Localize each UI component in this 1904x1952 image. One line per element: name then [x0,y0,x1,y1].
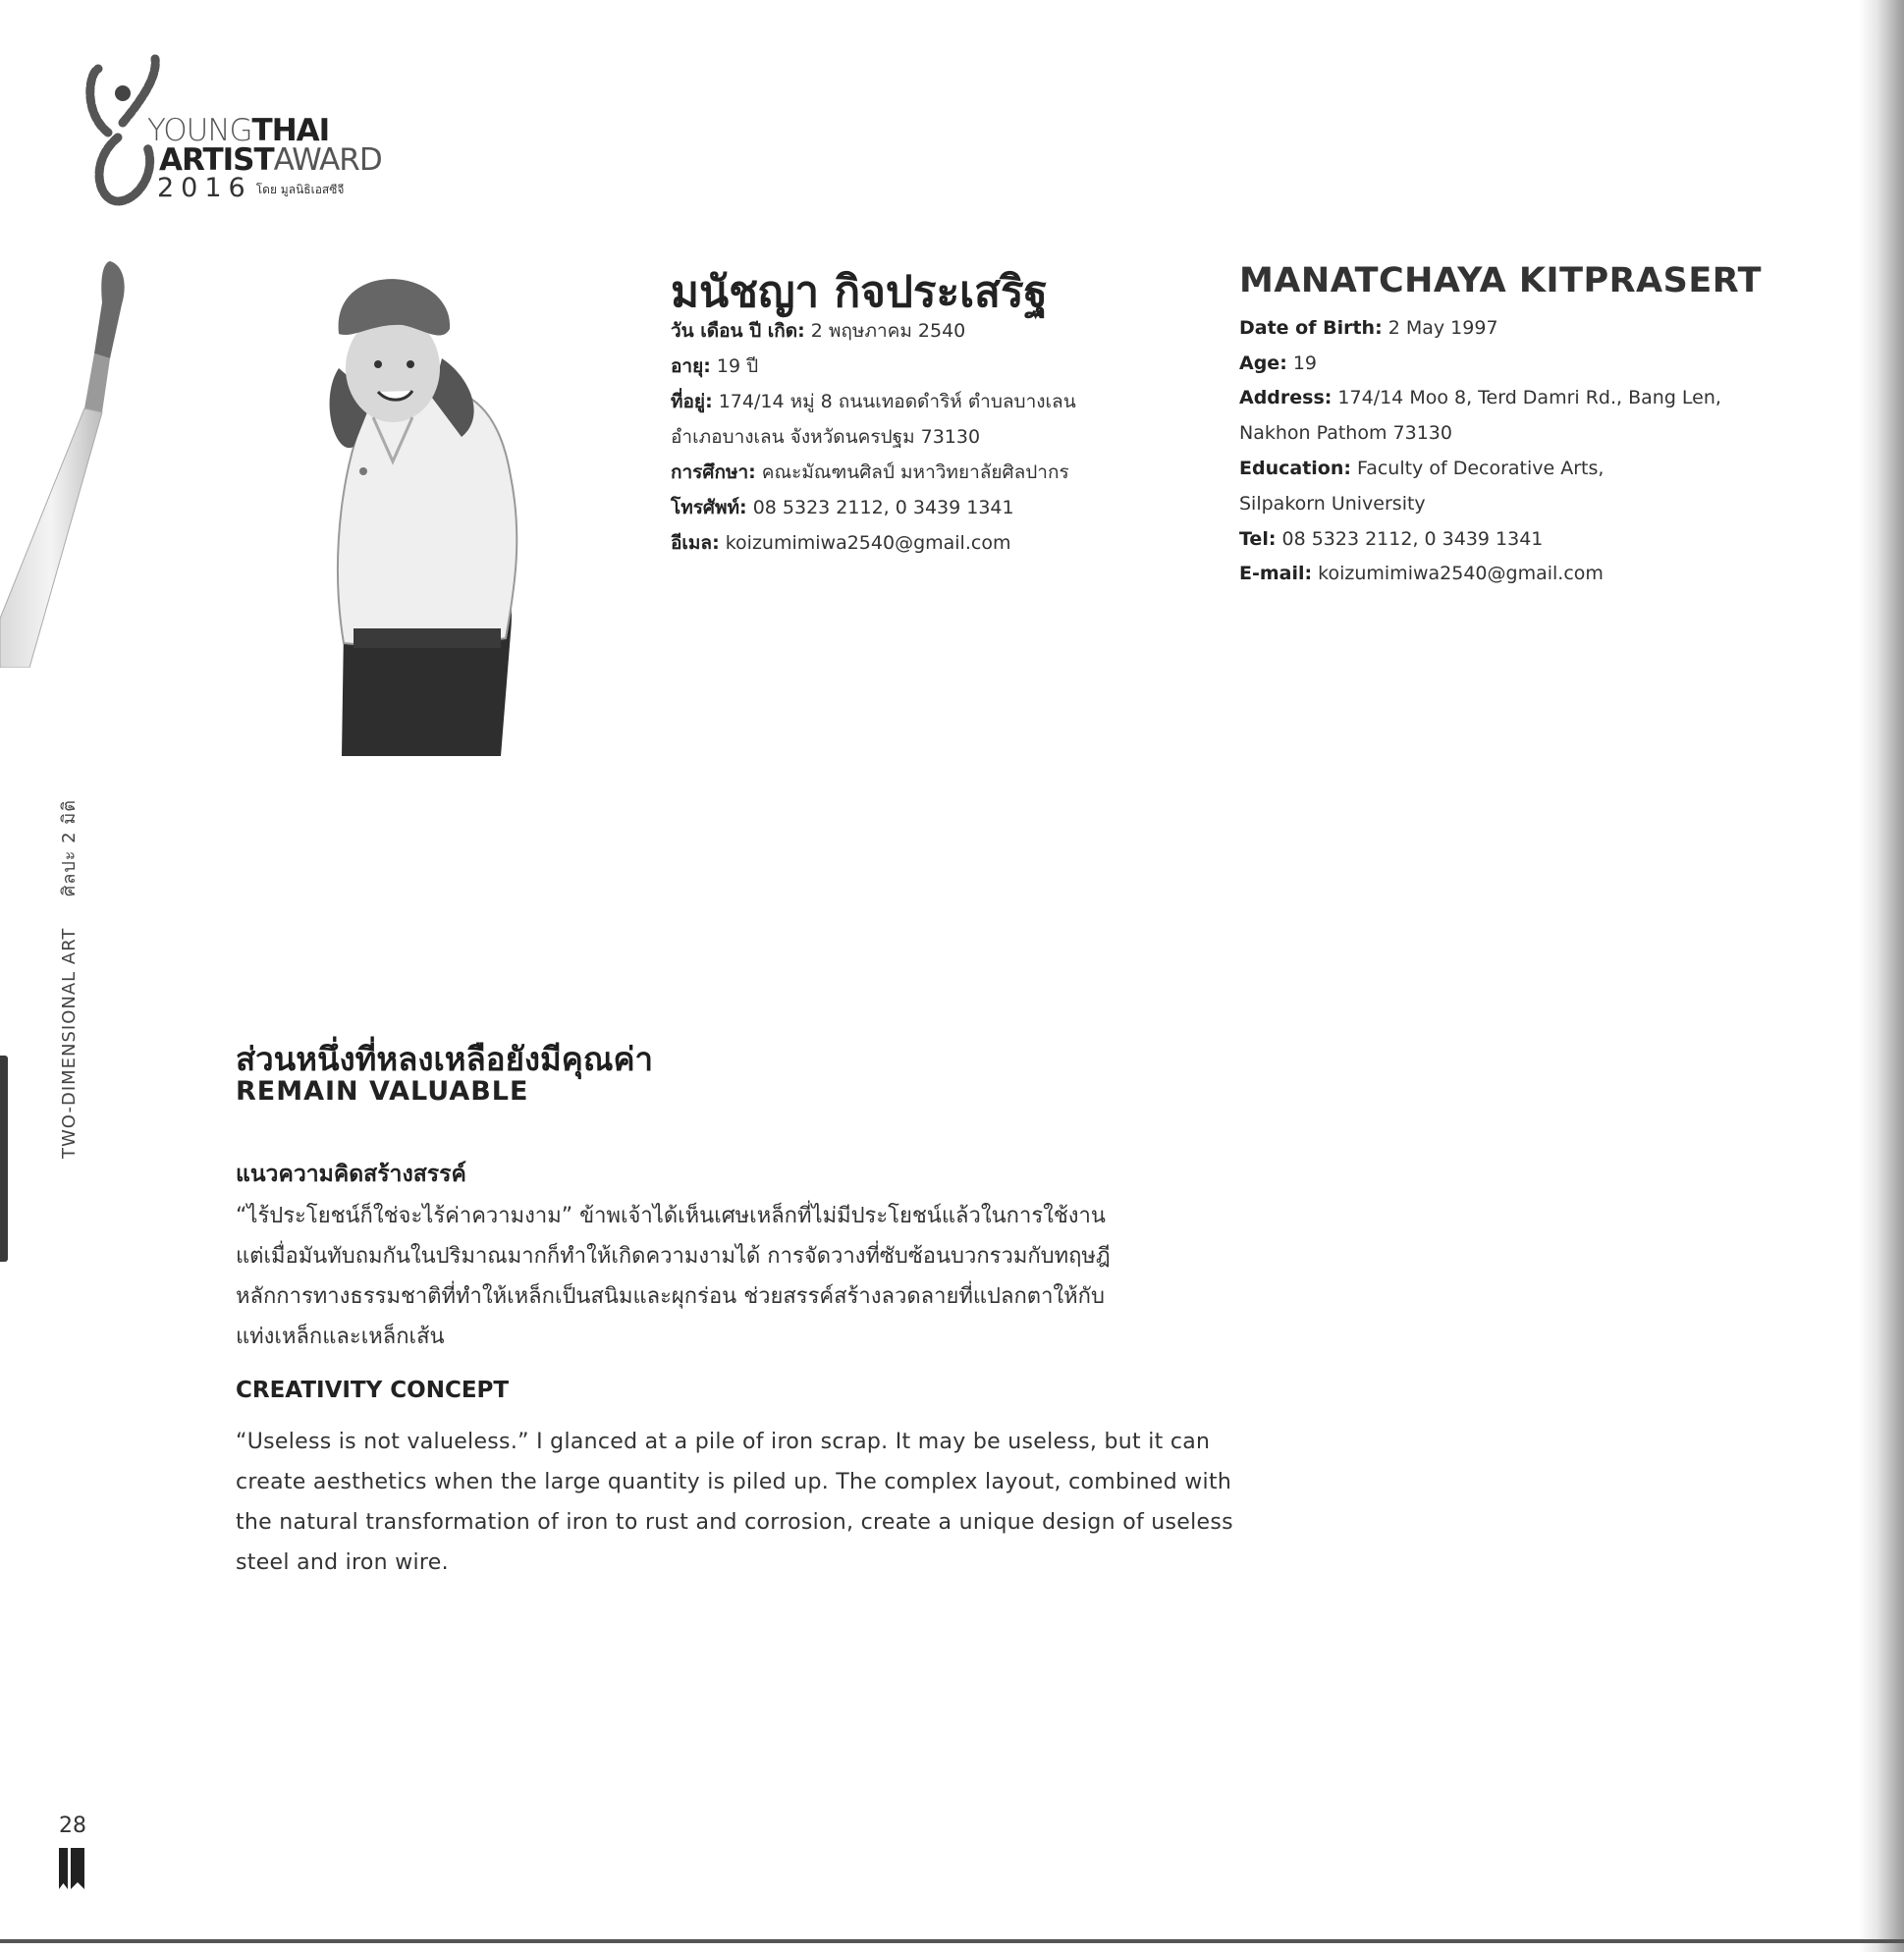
info-row-address-th [671,387,1076,416]
info-row-education-th [671,458,1069,487]
info-row-phone-en [1239,528,1543,550]
info-row-birth-th [671,316,965,346]
info-value: 174/14 หมู่ 8 ถนนเทอดดำริห์ ตำบลบางเลน [712,391,1076,412]
info-value: Faculty of Decorative Arts, [1350,458,1605,479]
info-row-phone-th [671,493,1014,522]
bookmark-icon [59,1848,84,1889]
concept-line: create aesthetics when the large quantity is piled up. The complex layout, combined with [236,1470,1232,1494]
info-row-address-th-cont [671,422,980,452]
side-tab-marker [0,1056,8,1262]
info-value: 174/14 Moo 8, Terd Damri Rd., Bang Len, [1332,387,1721,408]
page-edge-shadow [1859,0,1904,1952]
artist-name-english: MANATCHAYA KITPRASERT [1239,261,1763,300]
page-number: 28 [59,1814,86,1838]
info-label: Tel: [1239,528,1277,550]
info-label: Education: [1239,458,1351,479]
logo-artist: ARTIST [159,142,274,178]
concept-line: steel and iron wire. [236,1550,449,1575]
info-label: อายุ: [671,355,711,377]
info-row-email-en [1239,563,1604,584]
info-value: 19 ปี [710,355,759,377]
info-label: การศึกษา: [671,461,756,483]
concept-line: แต่เมื่อมันทับถมกันในปริมาณมากก็ทำให้เกิดความงามได้ การจัดวางที่ซับซ้อนบวกรวมกับทฤษฎี [236,1244,1111,1269]
logo-year: 2016 [157,173,252,203]
info-row-address-en-cont [1239,422,1452,444]
work-title-thai: ส่วนหนึ่งที่หลงเหลือยังมีคุณค่า [236,1040,654,1078]
bottom-edge-rule [0,1939,1904,1943]
info-row-address-en [1239,387,1721,408]
info-row-age-th [671,352,758,381]
info-value: koizumimiwa2540@gmail.com [719,532,1011,554]
concept-line: หลักการทางธรรมชาติที่ทำให้เหล็กเป็นสนิมและผุกร่อน ช่วยสรรค์สร้างลวดลายที่แปลกตาให้กับ [236,1284,1105,1309]
info-value: koizumimiwa2540@gmail.com [1312,563,1604,584]
info-label: Address: [1239,387,1333,408]
info-label: E-mail: [1239,563,1313,584]
logo-thai: THAI [251,113,330,148]
work-title-english: REMAIN VALUABLE [236,1076,529,1107]
category-english: TWO-DIMENSIONAL ART [59,927,80,1159]
concept-body-thai [236,1196,1243,1357]
info-value: 2 May 1997 [1382,317,1498,339]
info-row-education-en [1239,458,1604,479]
info-row-email-th [671,528,1010,558]
concept-line: “ไร้ประโยชน์ก็ใช่จะไร้ค่าความงาม” ข้าพเจ้าได้เห็นเศษเหล็กที่ไม่มีประโยชน์แล้วในการใช้งาน [236,1204,1106,1228]
info-row-birth-en [1239,317,1498,339]
info-value: 08 5323 2112, 0 3439 1341 [1276,528,1544,550]
side-category-label [54,799,82,1159]
logo-line-2 [159,142,382,178]
concept-body-english [236,1422,1243,1583]
artist-portrait-photo [314,260,614,756]
concept-heading-english: CREATIVITY CONCEPT [236,1378,510,1403]
info-value: 19 [1286,352,1318,374]
concept-line: the natural transformation of iron to rust and corrosion, create a unique design of useless [236,1510,1233,1535]
info-value: 08 5323 2112, 0 3439 1341 [746,497,1014,518]
info-label: Age: [1239,352,1287,374]
info-label: ที่อยู่: [671,391,713,412]
concept-line: “Useless is not valueless.” I glanced at a pile of iron scrap. It may be useless, but it can [236,1430,1211,1454]
info-label: อีเมล: [671,532,720,554]
info-label: โทรศัพท์: [671,497,747,518]
artist-name-thai: มนัชญา กิจประเสริฐ [671,267,1048,317]
info-value: Silpakorn University [1239,493,1426,515]
logo-award: AWARD [273,142,382,178]
info-value: Nakhon Pathom 73130 [1239,422,1452,444]
category-thai: ศิลปะ 2 มิติ [59,799,80,897]
concept-line: แท่งเหล็กและเหล็กเส้น [236,1325,445,1349]
info-row-education-en-cont [1239,493,1426,515]
info-label: วัน เดือน ปี เกิด: [671,320,805,342]
info-value: คณะมัณฑนศิลป์ มหาวิทยาลัยศิลปากร [755,461,1069,483]
info-value: อำเภอบางเลน จังหวัดนครปฐม 73130 [671,426,981,448]
info-label: Date of Birth: [1239,317,1383,339]
logo-young: YOUNG [147,113,252,148]
paintbrush-icon [0,255,137,668]
logo-line-3 [157,175,344,201]
logo-sponsor: โดย มูลนิธิเอสซีจี [255,182,345,196]
info-value: 2 พฤษภาคม 2540 [804,320,966,342]
info-row-age-en [1239,352,1317,374]
concept-heading-thai: แนวความคิดสร้างสรรค์ [236,1162,466,1187]
